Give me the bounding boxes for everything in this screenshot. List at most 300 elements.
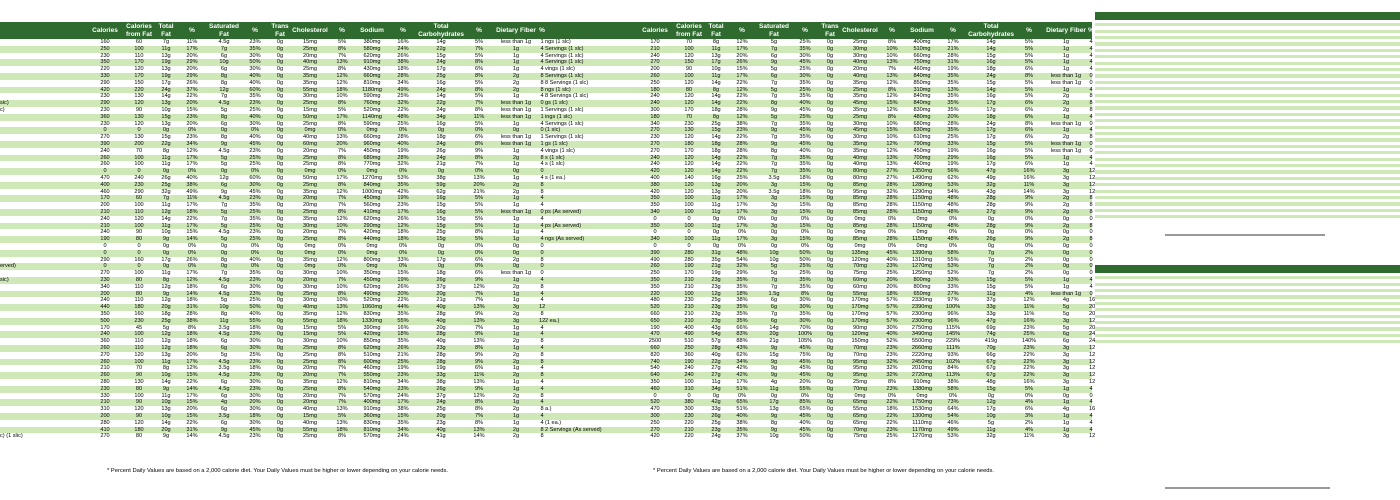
table-cell: 12g: [161, 345, 171, 351]
table-cell: 23g: [711, 426, 721, 433]
table-row: [0, 406, 545, 413]
table-cell: 19%: [397, 195, 409, 202]
table-cell: 0g: [276, 426, 284, 433]
table-cell: 0g: [220, 249, 228, 256]
table-cell: 100: [134, 392, 144, 399]
table-cell: 30%: [249, 419, 261, 426]
row-label: [0, 168, 87, 175]
table-cell: 0%: [887, 243, 897, 249]
table-cell: 40%: [799, 147, 811, 154]
table-cell: 65mg: [853, 419, 867, 426]
table-cell: 45mg: [853, 100, 867, 107]
table-cell: 35%: [397, 419, 409, 426]
table-row: [0, 243, 545, 250]
table-cell: less than 1g: [500, 107, 532, 113]
table-cell: 4: [1089, 86, 1093, 93]
table-cell: 20%: [186, 100, 198, 107]
table-cell: 2g: [512, 338, 520, 345]
table-cell: 15%: [799, 236, 811, 243]
table-cell: 0g: [276, 311, 284, 317]
table-cell: 18%: [886, 406, 898, 413]
table-cell: 14%: [473, 433, 485, 440]
table-cell: 4.5g: [218, 358, 230, 365]
table-cell: 170: [134, 59, 144, 66]
table-cell: 14g: [986, 45, 996, 52]
table-cell: 24g: [436, 154, 446, 161]
table-cell: 35mg: [303, 311, 317, 317]
table-cell: 5g: [220, 161, 228, 168]
table-cell: 35%: [736, 283, 748, 290]
table-cell: 17%: [736, 195, 748, 202]
table-cell: 30%: [249, 392, 261, 399]
table-cell: 0%: [398, 127, 408, 134]
table-cell: 47g: [986, 317, 996, 324]
table-cell: 20mg: [303, 399, 317, 406]
table-row: [545, 304, 1096, 311]
table-cell: 1g: [512, 345, 520, 351]
table-cell: 11g: [161, 358, 171, 365]
table-cell: 5g: [162, 324, 170, 331]
table-cell: 420: [650, 433, 660, 440]
table-cell: 23%: [186, 134, 198, 141]
table-cell: 0g: [276, 379, 284, 385]
table-row: [545, 365, 1096, 372]
table-cell: 25%: [249, 161, 261, 168]
table-cell: 40mg: [303, 134, 317, 141]
table-cell: 60mg: [853, 283, 867, 290]
table-row: [545, 229, 1092, 236]
table-cell: 7g: [987, 256, 995, 263]
table-cell: 0g: [826, 100, 834, 107]
table-cell: 11%: [186, 39, 198, 45]
table-cell: 14g: [711, 100, 721, 107]
table-cell: 28g: [436, 311, 446, 317]
table-cell: 8: [1089, 202, 1093, 209]
table-cell: 13g: [711, 52, 721, 59]
table-cell: 59g: [436, 181, 446, 188]
table-cell: 5g: [987, 419, 995, 426]
table-cell: 7%: [337, 399, 347, 406]
table-cell: 4: [1089, 419, 1093, 426]
table-cell: 0g: [276, 277, 284, 283]
row-label: ings (1 slc): [545, 113, 573, 120]
table-cell: 120: [684, 100, 694, 107]
table-row: [0, 148, 545, 155]
table-row: [0, 87, 545, 94]
table-cell: 8%: [1024, 73, 1034, 79]
row-label: [0, 372, 87, 379]
table-cell: 0%: [887, 392, 897, 399]
table-cell: 0: [1089, 243, 1093, 249]
table-cell: 14g: [711, 93, 721, 100]
table-cell: 0: [1089, 147, 1093, 154]
table-cell: 9g: [770, 127, 778, 134]
table-cell: 11g: [711, 236, 721, 243]
table-cell: 24%: [397, 392, 409, 399]
row-label: [545, 331, 637, 338]
table-cell: 9g: [770, 365, 778, 372]
table-cell: 0g: [276, 317, 284, 324]
table-cell: 0: [540, 270, 544, 277]
table-cell: 38%: [186, 181, 198, 188]
table-cell: 7%: [474, 290, 484, 297]
table-cell: 21%: [397, 351, 409, 358]
table-cell: 15g: [711, 127, 721, 134]
column-header: Sodium: [360, 26, 384, 34]
table-cell: 12%: [397, 222, 409, 229]
row-label: ngs (1 slc): [545, 39, 571, 45]
table-cell: 66%: [736, 324, 748, 331]
table-cell: 22%: [736, 93, 748, 100]
table-cell: 4: [540, 52, 544, 59]
table-cell: 12g: [161, 297, 171, 304]
table-cell: 590mg: [363, 93, 381, 100]
table-cell: 28%: [886, 202, 898, 209]
table-row: [0, 229, 545, 236]
table-cell: 8: [540, 338, 544, 345]
table-cell: 2g: [512, 188, 520, 195]
table-cell: 100: [684, 45, 694, 52]
table-cell: 20%: [799, 379, 811, 385]
table-cell: 26g: [436, 385, 446, 392]
table-cell: 2g: [1062, 202, 1070, 209]
table-cell: 390: [650, 249, 660, 256]
table-cell: 570mg: [363, 433, 381, 440]
table-cell: 55mg: [303, 86, 317, 93]
table-cell: 560mg: [363, 202, 381, 209]
table-cell: 80: [135, 385, 143, 392]
row-label: 8 Servings (1 slc): [545, 93, 589, 100]
table-row: [545, 46, 1092, 53]
table-cell: 470: [650, 406, 660, 413]
row-label: [0, 379, 87, 386]
table-cell: 15g: [436, 52, 446, 59]
table-cell: 8%: [337, 154, 347, 161]
table-cell: 240: [650, 100, 660, 107]
table-cell: 7%: [337, 365, 347, 372]
table-cell: 19%: [397, 277, 409, 283]
row-label: [545, 202, 637, 209]
table-cell: 18%: [336, 426, 348, 433]
table-cell: 25%: [249, 236, 261, 243]
table-cell: 1150mg: [912, 195, 932, 202]
table-cell: 0g: [826, 351, 834, 358]
table-cell: 30mg: [303, 270, 317, 277]
table-cell: 35%: [799, 45, 811, 52]
table-cell: 100: [684, 290, 694, 297]
table-cell: 7%: [474, 45, 484, 52]
table-cell: 40%: [249, 134, 261, 141]
table-cell: 34%: [397, 79, 409, 86]
row-label: [0, 141, 87, 148]
row-label: [0, 236, 87, 243]
table-cell: 18%: [249, 365, 261, 372]
table-cell: 120: [684, 79, 694, 86]
table-cell: 15%: [186, 107, 198, 113]
table-cell: 190: [100, 236, 110, 243]
table-cell: 18%: [186, 283, 198, 290]
table-row: [0, 189, 545, 196]
row-label: [0, 413, 87, 420]
table-cell: 43%: [736, 345, 748, 351]
row-label: ngs (As served): [545, 236, 585, 243]
table-cell: 85mg: [853, 209, 867, 215]
table-cell: 9%: [474, 331, 484, 338]
table-cell: 35%: [736, 304, 748, 311]
table-cell: 14g: [436, 93, 446, 100]
table-cell: 12: [1089, 188, 1096, 195]
table-cell: 0: [687, 392, 691, 399]
table-cell: 27g: [711, 365, 721, 372]
table-row: [545, 399, 1092, 406]
table-cell: 4.5g: [218, 385, 230, 392]
table-cell: 0g: [826, 188, 834, 195]
table-cell: 2g: [512, 426, 520, 433]
table-cell: 4.5g: [218, 147, 230, 154]
table-row: [0, 175, 545, 182]
table-cell: 0g: [220, 263, 228, 270]
row-label: [545, 386, 637, 393]
table-cell: 40%: [249, 256, 261, 263]
row-label: [545, 182, 637, 189]
table-cell: 62%: [947, 175, 959, 181]
table-cell: 8%: [337, 45, 347, 52]
table-row: [0, 359, 545, 366]
table-cell: 120: [134, 66, 144, 73]
table-cell: 84%: [947, 365, 959, 372]
table-cell: 0g: [276, 270, 284, 277]
table-cell: 24%: [397, 433, 409, 440]
table-cell: 6g: [220, 120, 228, 127]
table-cell: 26g: [161, 175, 171, 181]
table-cell: 19g: [161, 59, 171, 66]
row-label: ps (As served): [545, 209, 582, 215]
table-cell: 8%: [337, 100, 347, 107]
table-cell: 37%: [186, 86, 198, 93]
row-label: [0, 134, 87, 141]
table-cell: 11g: [711, 73, 721, 79]
table-cell: 220: [134, 86, 144, 93]
table-cell: 85mg: [853, 181, 867, 188]
table-cell: 2g: [512, 283, 520, 290]
table-cell: 0g: [826, 317, 834, 324]
table-cell: 8%: [887, 39, 897, 45]
table-cell: 22%: [186, 215, 198, 222]
table-cell: 4: [540, 345, 544, 351]
table-cell: 25g: [436, 229, 446, 236]
table-cell: 220: [684, 433, 694, 440]
table-cell: 26%: [397, 283, 409, 290]
table-cell: 17g: [986, 134, 996, 141]
table-cell: 1150mg: [912, 209, 932, 215]
table-row: [0, 250, 545, 257]
table-cell: 23%: [886, 426, 898, 433]
table-cell: 13%: [336, 134, 348, 141]
row-label: 2 ea.): [545, 317, 560, 324]
table-cell: 310mg: [913, 86, 931, 93]
table-cell: 17g: [986, 100, 996, 107]
table-cell: 0g: [276, 45, 284, 52]
table-cell: 18g: [711, 141, 721, 147]
table-cell: 11g: [161, 222, 171, 229]
row-label: [0, 325, 87, 332]
row-label: erved): [0, 263, 16, 270]
table-cell: 4: [1089, 59, 1093, 66]
table-cell: 2%: [1024, 256, 1034, 263]
table-cell: 260: [100, 154, 110, 161]
table-cell: 20g: [436, 290, 446, 297]
table-cell: 1330mg: [361, 317, 383, 324]
table-cell: 22%: [736, 154, 748, 161]
row-label: s (1 slc): [545, 154, 565, 161]
table-cell: 40g: [436, 304, 446, 311]
table-cell: 7g: [770, 134, 778, 141]
table-cell: 0g: [826, 263, 834, 270]
table-cell: 420: [100, 86, 110, 93]
table-cell: 145%: [945, 331, 961, 338]
table-cell: 2g: [512, 406, 520, 413]
table-cell: 100: [134, 45, 144, 52]
table-cell: 300: [650, 107, 660, 113]
thumbnail-footnote: [1165, 234, 1325, 236]
table-cell: 1: [540, 141, 544, 147]
table-row: [0, 121, 545, 128]
table-row: [545, 134, 1092, 141]
table-row: [0, 291, 545, 298]
table-cell: 0g: [276, 120, 284, 127]
table-cell: 1g: [1062, 86, 1070, 93]
table-cell: 30%: [799, 52, 811, 59]
table-cell: 35%: [249, 270, 261, 277]
table-cell: 12g: [161, 331, 171, 338]
table-cell: 33g: [436, 372, 446, 379]
table-cell: 18%: [249, 324, 261, 331]
table-row: [0, 59, 545, 66]
table-cell: 4: [1089, 66, 1093, 73]
table-cell: 170mg: [851, 317, 869, 324]
table-cell: 9g: [770, 107, 778, 113]
table-cell: 0g: [770, 229, 778, 236]
table-cell: 7g: [220, 93, 228, 100]
table-cell: 4: [540, 385, 544, 392]
table-cell: 11g: [711, 45, 721, 52]
table-cell: 120: [134, 100, 144, 107]
column-header: Dietary Fiber: [1046, 26, 1086, 34]
table-cell: 490mg: [363, 290, 381, 297]
table-cell: 0: [1089, 270, 1093, 277]
table-cell: 10%: [336, 270, 348, 277]
table-cell: 240: [684, 365, 694, 372]
table-cell: 40mg: [853, 154, 867, 161]
table-cell: 280: [684, 256, 694, 263]
table-cell: 18%: [186, 331, 198, 338]
table-cell: 7%: [337, 52, 347, 59]
table-cell: 3.5g: [218, 324, 230, 331]
table-cell: 1180mg: [362, 86, 382, 93]
table-cell: 111%: [946, 345, 960, 351]
table-cell: 11g: [711, 195, 721, 202]
table-cell: 7g: [770, 168, 778, 175]
table-cell: 11g: [161, 45, 171, 52]
table-cell: 9g: [770, 372, 778, 379]
table-cell: 4.5g: [218, 331, 230, 338]
table-row: [0, 413, 545, 420]
table-cell: 18%: [886, 290, 898, 297]
table-cell: 0g: [276, 229, 284, 236]
table-cell: 12: [1089, 317, 1096, 324]
table-cell: 13g: [769, 406, 779, 413]
table-cell: 210: [100, 209, 110, 215]
table-cell: 0: [103, 263, 107, 270]
table-cell: 0%: [800, 215, 810, 222]
table-cell: 2%: [1024, 263, 1034, 270]
table-cell: 14g: [711, 134, 721, 141]
table-cell: 3g: [1062, 372, 1070, 379]
table-cell: 0g: [826, 392, 834, 399]
table-cell: 0g: [162, 168, 170, 175]
row-label: [545, 399, 637, 406]
table-cell: 700mg: [913, 154, 931, 161]
table-cell: 35%: [947, 79, 959, 86]
table-cell: 770mg: [363, 161, 381, 168]
table-cell: 23%: [249, 290, 261, 297]
table-cell: 480: [650, 297, 660, 304]
table-cell: 2g: [1062, 100, 1070, 107]
row-label: [0, 87, 87, 94]
table-cell: 22g: [711, 358, 721, 365]
table-cell: 8: [1089, 195, 1093, 202]
table-cell: 400: [684, 324, 694, 331]
table-cell: 340: [650, 209, 660, 215]
table-cell: 4: [540, 324, 544, 331]
table-cell: 240: [100, 229, 110, 236]
table-cell: 0: [103, 127, 107, 134]
table-cell: 8%: [337, 385, 347, 392]
table-cell: 45%: [886, 249, 898, 256]
table-cell: 4: [540, 379, 544, 385]
table-cell: 18g: [436, 134, 446, 141]
table-cell: 0g: [826, 385, 834, 392]
table-cell: 20%: [249, 399, 261, 406]
table-cell: 5%: [474, 120, 484, 127]
table-cell: 0g: [826, 277, 834, 283]
table-cell: 0g: [712, 392, 720, 399]
table-cell: 48%: [947, 222, 959, 229]
table-cell: 35%: [249, 215, 261, 222]
table-cell: 340: [650, 120, 660, 127]
table-cell: 28%: [886, 209, 898, 215]
table-cell: 23%: [886, 263, 898, 270]
table-cell: 8: [540, 392, 544, 399]
table-cell: 680mg: [913, 120, 931, 127]
table-cell: 12: [1089, 365, 1096, 372]
table-cell: 16%: [397, 39, 409, 45]
table-cell: 4: [540, 93, 544, 100]
table-cell: 3g: [1062, 317, 1070, 324]
table-cell: 8g: [712, 113, 720, 120]
table-cell: 240: [650, 52, 660, 59]
table-cell: 4: [1089, 413, 1093, 419]
table-cell: 25%: [947, 134, 959, 141]
column-header: Calories: [92, 26, 118, 34]
table-row: [0, 161, 545, 168]
table-cell: 21g: [769, 338, 779, 345]
table-cell: 26g: [986, 236, 996, 243]
table-cell: 2g: [1062, 107, 1070, 113]
table-cell: 5g: [770, 66, 778, 73]
row-label: Servings (1 slc): [545, 134, 584, 141]
table-cell: 2g: [1062, 93, 1070, 100]
